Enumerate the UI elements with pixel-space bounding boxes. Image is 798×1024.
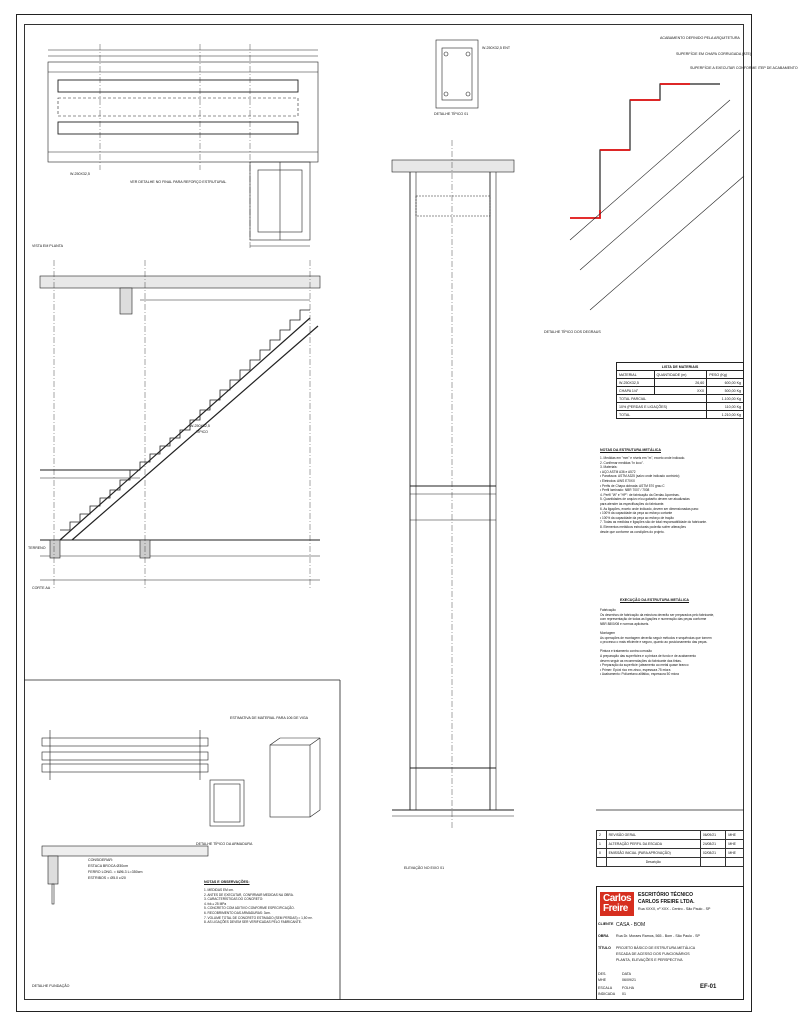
plan-beam-label: W-250X32,5 <box>70 172 90 176</box>
materials-cell: TOTAL PARCIAL <box>617 395 707 403</box>
title-line-1: PROJETO BÁSICO DE ESTRUTURA METÁLICA <box>616 946 696 950</box>
materials-cell: 26,60 <box>654 379 707 387</box>
rev-cell: REVISÃO GERAL <box>606 831 700 840</box>
field-value: MHE <box>598 978 606 982</box>
materials-header: MATERIAL <box>617 371 655 379</box>
detail-steps-note-3: SUPERFÍCIE A EXECUTAR CONFORME ITEP DE ACABAMENTO <box>690 66 798 70</box>
field-label: ESCALA <box>598 986 613 990</box>
materials-table <box>616 362 744 419</box>
revisions-table <box>596 830 744 867</box>
field-label: FOLHA <box>622 986 634 990</box>
title-line-3: PLANTA, ELEVAÇÕES E PERSPECTIVA <box>616 958 683 962</box>
rev-cell: MHE <box>726 849 744 858</box>
detail-beam-note: W-250X32,5 ENT <box>482 46 511 50</box>
site-value: Rua Dr. Moraes Ramos, 565 - Bom - São Paulo - SP <box>616 934 700 938</box>
foundation-title: DETALHE FUNDAÇÃO <box>32 984 70 988</box>
plan-view-note: VER DETALHE NO FINAL PARA REFORÇO ESTRUTURAL <box>130 180 227 184</box>
logo-bottom: Freire <box>603 903 628 914</box>
struct-notes-text: 1. Medidas em "mm" e níveis em "m", exceto onde indicado. 2. Confirmar medidas "in loco". 3. Materiais: • AÇO ASTM A36 e A572 • Parafusos: ASTM A325 (salvo onde indicado contrário) • Eletrodos: AWS E70XX • Perfis de Chapa dobrada: ASTM 570 grau C • Perfil laminado: NBR 7007 / 7008 4. Perfil "W" e "HP": de fabricação da Gerdau Açominas. 5. Quantidades de arquivo e/ou gabarito devem ser atualizadas para atender às especificações do fabricante. 6. As ligações, exceto onde indicado, devem ser dimensionadas para: • 100% da capacidade da peça ao esforço cortante • 100% da capacidade da peça ao esforço de tração 7. Todas as medidas e ligações são de total responsabilidade do fabricante. 8. Elementos metálicos estruturais poderão sofrer alterações desde que conforme as condições do projeto. <box>600 456 707 534</box>
materials-cell: 1.100,00 Kg <box>707 395 744 403</box>
detail-steps-note-1: ACABAMENTO DEFINIDO PELA ARQUITETURA <box>660 36 740 40</box>
exec-notes-text: Fabricação Os desenhos de fabricação da estrutura deverão ser preparados pelo fabricante, com representação de todas as ligações e numeração das peças conforme NBR 8800/08 e normas aplicáveis. Montagem As operações de montagem deverão seguir métodos e sequências que tornem o processo o mais eficiente e seguro, quanto ao posicionamento das peças. Pintura e tratamento contra corrosão A preparação das superfícies e a pintura de fundo e de acabamento devem seguir as recomendações do fabricante das tintas. • Preparação da superfície: jateamento ao metal quase branco • Primer: Epóxi rico em zinco, espessura 75 micra • Acabamento: Poliuretano alifático, espessura 50 micra <box>600 608 715 677</box>
field-value: INDICADA <box>598 992 616 996</box>
company-line2: CARLOS FREIRE LTDA. <box>638 899 695 905</box>
rev-header: Descrição <box>606 858 700 867</box>
exec-notes-title: EXECUÇÃO DA ESTRUTURA METÁLICA <box>620 598 690 602</box>
site-label: OBRA <box>598 934 609 938</box>
field-value: 01 <box>622 992 626 996</box>
client-label: CLIENTE <box>598 922 614 926</box>
rev-cell: 0 <box>597 849 607 858</box>
materials-header: QUANTIDADE (m) <box>654 371 707 379</box>
materials-cell: 10% (PERDAS E LIGAÇÕES) <box>617 403 707 411</box>
rev-cell: ALTERAÇÃO PERFIL DA ESCADA <box>606 840 700 849</box>
rev-cell: MHE <box>726 840 744 849</box>
section-view-title: CORTE AA <box>32 586 51 590</box>
field-label: DATA <box>622 972 632 976</box>
field-label: DES. <box>598 972 607 976</box>
title-line-2: ESCADA DE ACESSO DOS FUNCIONÁRIOS <box>616 952 690 956</box>
materials-cell: 110,00 Kg <box>707 403 744 411</box>
title-label: TÍTULO <box>598 946 611 950</box>
armor-estimate: ESTIMATIVA DE MATERIAL PARA 106 DE VIGA <box>230 716 309 720</box>
sheet-number: EF-01 <box>700 984 717 990</box>
company-logo <box>600 892 634 916</box>
foundation-note-3: FERRO LONG. = 6Ø6.3 L=350cm <box>88 870 143 874</box>
materials-header: PESO (Kg) <box>707 371 744 379</box>
company-address: Rua XXXX, nº XXX - Centro - São Paulo - SP <box>638 907 711 911</box>
terrain-label: TERRENO <box>28 546 46 550</box>
client-value: CASA - BOM <box>616 922 646 928</box>
section-beam-label: W-250X32,5 <box>190 424 210 428</box>
detail-steps-title: DETALHE TÍPICO DOS DEGRAUS <box>544 330 601 334</box>
materials-cell: W-250X32,5 <box>617 379 655 387</box>
general-notes-title: NOTAS E OBSERVAÇÕES: <box>204 880 250 884</box>
rev-cell: 06/09/21 <box>700 831 726 840</box>
materials-title: LISTA DE MATERIAIS <box>617 363 744 371</box>
detail-beam-title: DETALHE TÍPICO 01 <box>434 112 469 116</box>
materials-cell: 500,00 Kg <box>707 387 744 395</box>
general-notes-text: 1. MEDIDAS EM cm. 2. ANTES DE EXECUTAR, CONFIRMAR MEDIDAS NA OBRA. 3. CARACTERÍSTICAS DO CONCRETO: 4. fck ≥ 25 MPa 5. CONCRETO COM ADITIVO CONFORME ESPECIFICAÇÃO. 6. RECOBRIMENTO DAS ARMADURAS: 3cm. 7. VOLUME TOTAL DE CONCRETO ESTIMADO (SEM PERDAS) = 1,50 m³. 8. AS LIGAÇÕES DEVEM SER VERIFICADAS PELO FABRICANTE. <box>204 888 313 925</box>
rev-cell: 24/08/21 <box>700 840 726 849</box>
rev-cell: MHE <box>726 831 744 840</box>
materials-cell: XXX <box>654 387 707 395</box>
plan-view-title: VISTA EM PLANTA <box>32 244 64 248</box>
rev-cell: EMISSÃO INICIAL (PARA APROVAÇÃO) <box>606 849 700 858</box>
foundation-note-2: ESTACA BROCA Ø30cm <box>88 864 129 868</box>
materials-cell: CHAPA 1/4" <box>617 387 655 395</box>
company-line1: ESCRITÓRIO TÉCNICO <box>638 892 694 898</box>
rev-cell: 1 <box>597 840 607 849</box>
materials-cell: TOTAL <box>617 411 707 419</box>
struct-notes-title: NOTAS DA ESTRUTURA METÁLICA <box>600 448 661 452</box>
materials-cell: 1.210,00 Kg <box>707 411 744 419</box>
foundation-note-1: CONSIDERAR: <box>88 858 113 862</box>
rev-cell: 02/08/21 <box>700 849 726 858</box>
elevation-title: ELEVAÇÃO NO EIXO 01 <box>404 866 445 870</box>
materials-cell: 600,00 Kg <box>707 379 744 387</box>
foundation-note-4: ESTRIBOS = Ø5.0 c/20 <box>88 876 126 880</box>
field-value: 06/09/21 <box>622 978 636 982</box>
logo-top: Carlos <box>603 893 632 904</box>
detail-steps-note-2: SUPERFÍCIE EM CHAPA CORRUGADA (ATE) <box>676 52 752 56</box>
armor-title: DETALHE TÍPICO DA ARMADURA <box>196 842 253 846</box>
section-typical-label: TÍPICO <box>196 430 208 434</box>
rev-cell: 2 <box>597 831 607 840</box>
